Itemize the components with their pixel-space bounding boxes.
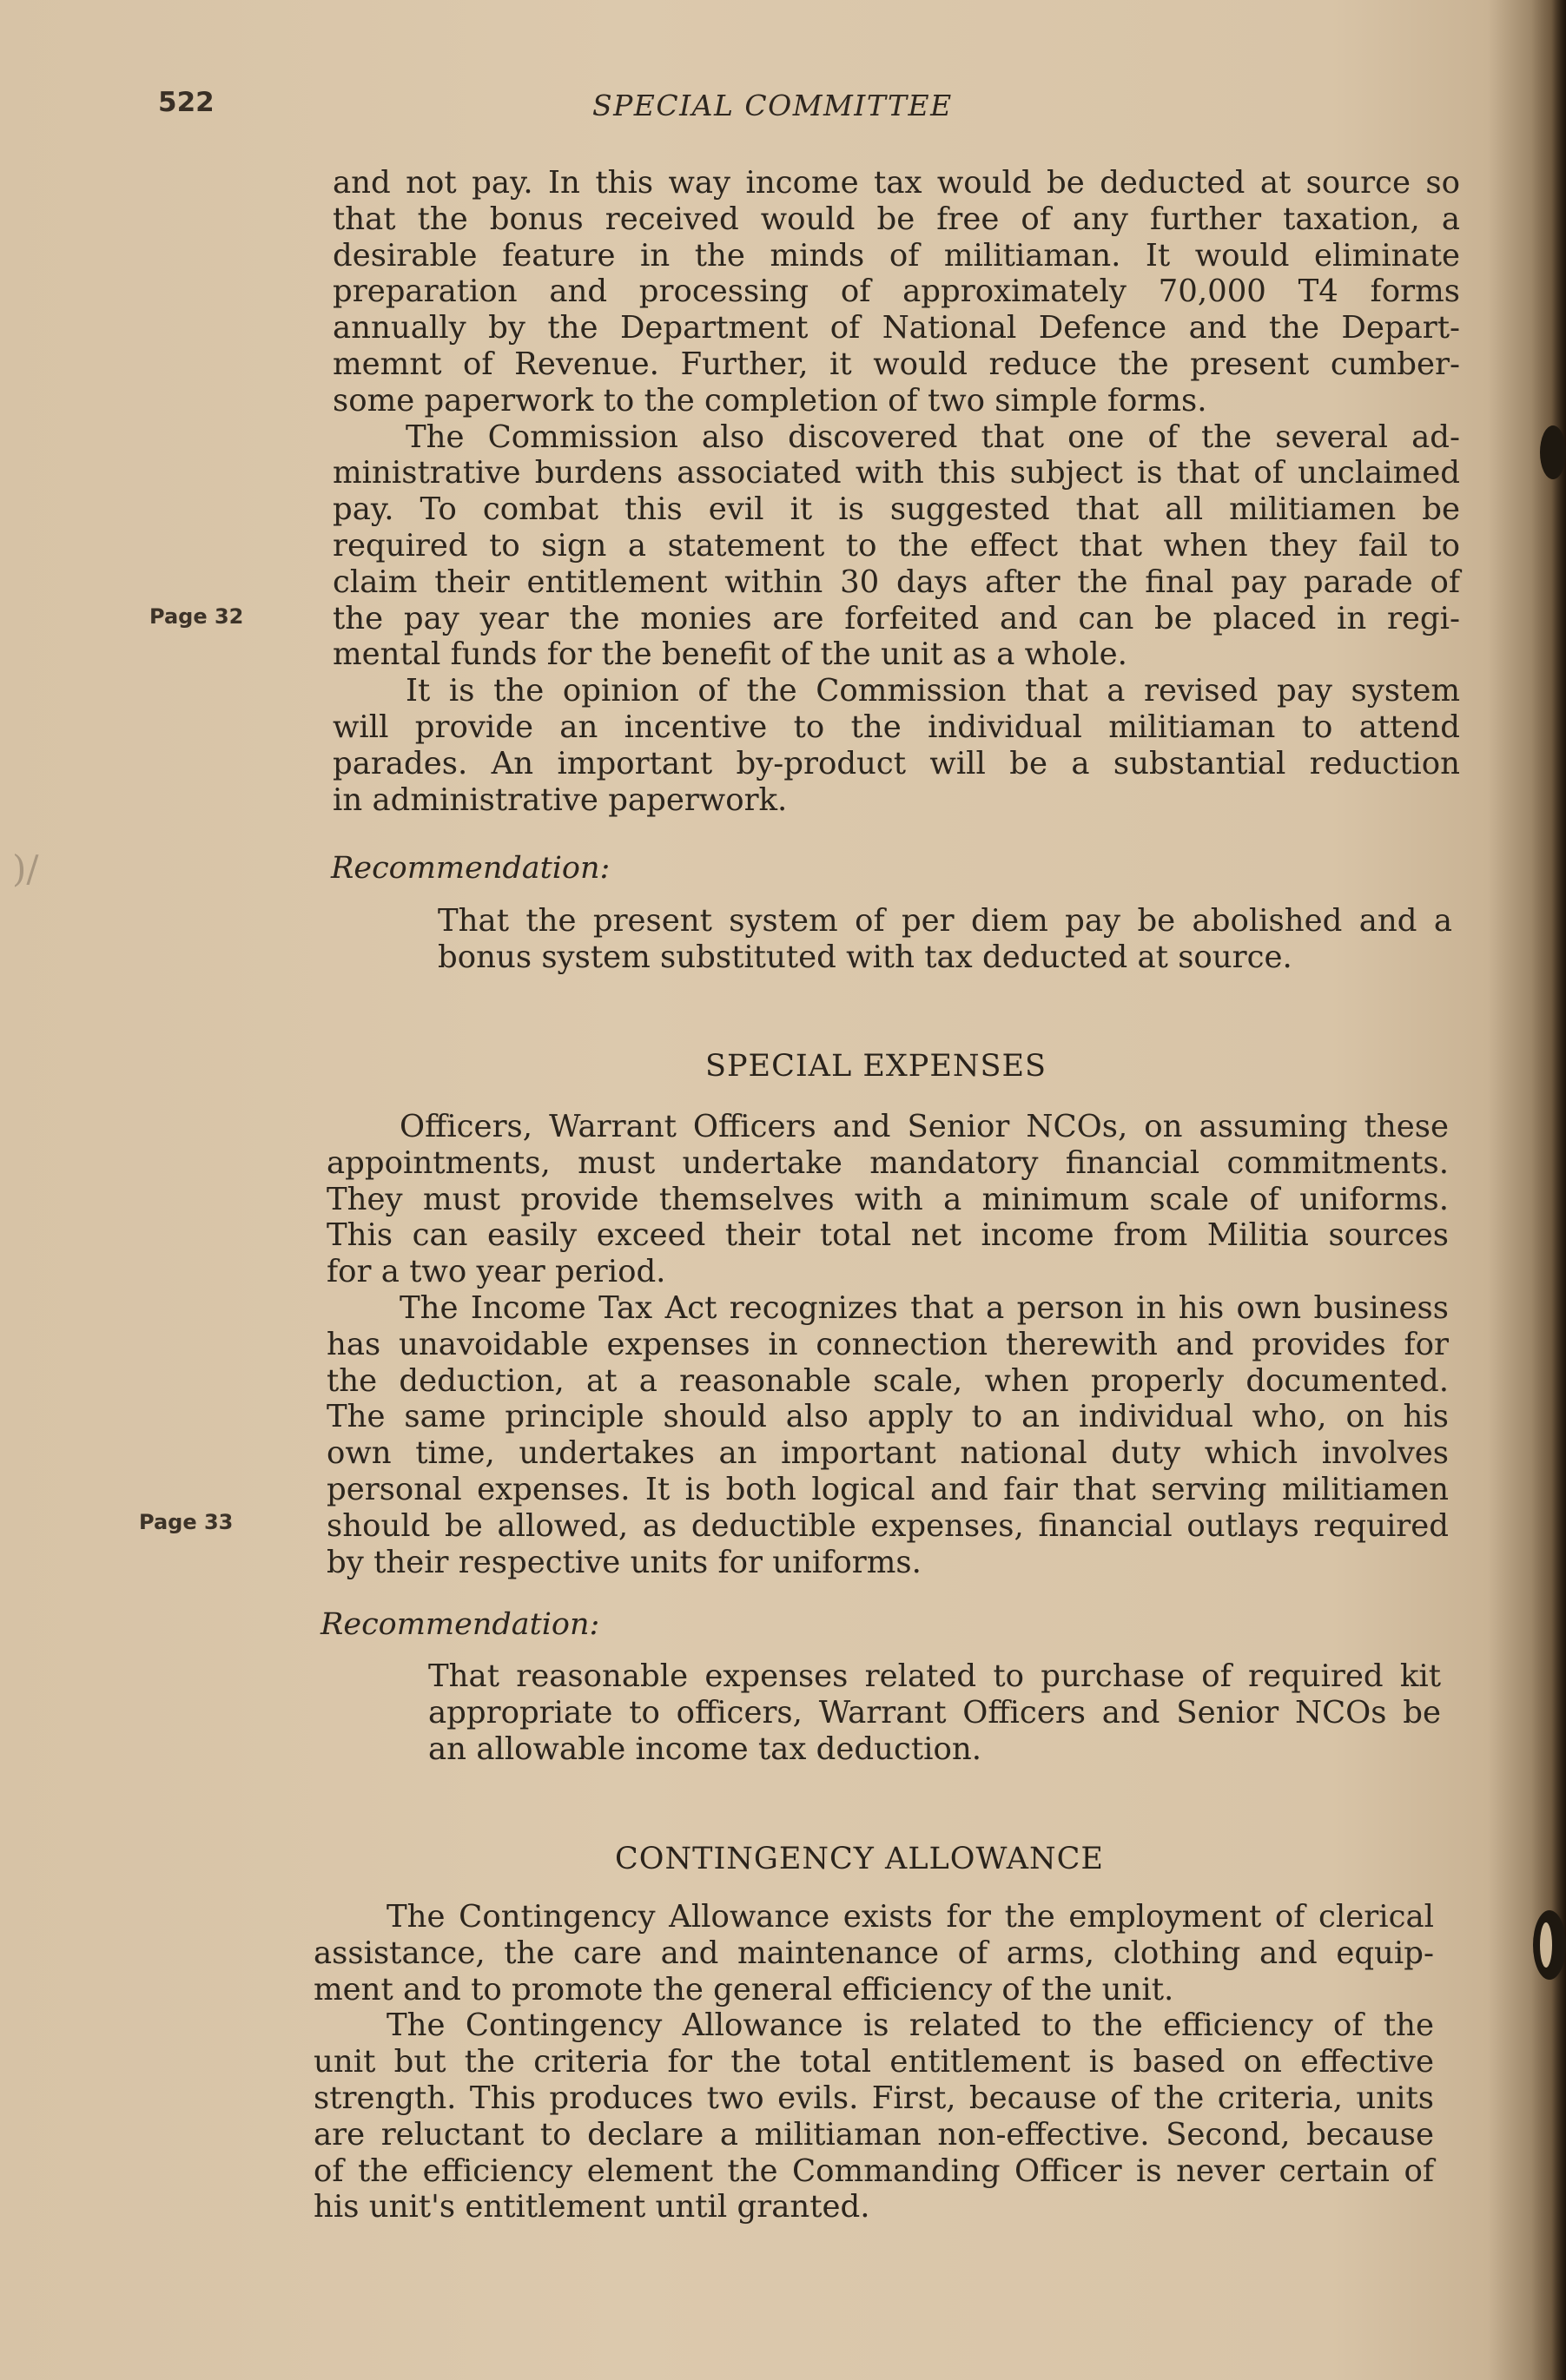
body-line: pay. To combat this evil it is suggested that all militiamen be: [333, 491, 1460, 528]
recommendation-label: Recommendation:: [320, 1607, 600, 1642]
pencil-mark: )/: [12, 847, 39, 890]
margin-note-page-32: Page 32: [149, 604, 244, 629]
body-line: They must provide themselves with a minimum scale of uniforms.: [327, 1181, 1449, 1217]
body-line: that the bonus received would be free of any further taxation, a: [333, 201, 1460, 237]
section2-body: [327, 1109, 1449, 1580]
body-line: The same principle should also apply to an individual who, on his: [327, 1399, 1449, 1435]
body-line: the pay year the monies are forfeited and can be placed in regi-: [333, 600, 1460, 636]
body-line: appointments, must undertake mandatory financial commitments.: [327, 1144, 1449, 1181]
body-line: own time, undertakes an important national duty which involves: [327, 1435, 1449, 1472]
section1-body: [333, 165, 1460, 818]
body-line: the deduction, at a reasonable scale, when properly documented.: [327, 1362, 1449, 1399]
body-line: has unavoidable expenses in connection therewith and provides for: [327, 1326, 1449, 1362]
running-head: SPECIAL COMMITTEE: [592, 89, 953, 122]
body-line: some paperwork to the completion of two simple forms.: [333, 382, 1207, 419]
body-line: The Contingency Allowance is related to the efficiency of the: [387, 2008, 1434, 2044]
body-line: should be allowed, as deductible expenses, financial outlays required: [327, 1507, 1449, 1544]
body-line: memnt of Revenue. Further, it would reduce the present cumber-: [333, 346, 1460, 382]
page-edge-shadow: [1531, 0, 1566, 2380]
body-line: by their respective units for uniforms.: [327, 1544, 922, 1580]
body-line: This can easily exceed their total net income from Militia sources: [327, 1217, 1449, 1254]
recommendation-label: Recommendation:: [331, 851, 611, 886]
body-line: ministrative burdens associated with this subject is that of unclaimed: [333, 455, 1460, 491]
binding-hole-bottom: [1533, 1910, 1566, 1980]
margin-note-page-33: Page 33: [139, 1510, 234, 1534]
body-line: The Commission also discovered that one of the several ad-: [406, 419, 1460, 455]
body-line: required to sign a statement to the effect that when they fail to: [333, 527, 1460, 564]
body-line: and not pay. In this way income tax would be deducted at source so: [333, 165, 1460, 201]
body-line: The Contingency Allowance exists for the employment of clerical: [387, 1899, 1434, 1935]
recommendation-text: [428, 1658, 1441, 1767]
body-line: annually by the Department of National Defence and the Depart-: [333, 310, 1460, 346]
body-line: strength. This produces two evils. First, because of the criteria, units: [314, 2080, 1434, 2116]
recommendation-line: bonus system substituted with tax deducted at source.: [438, 939, 1292, 975]
body-line: desirable feature in the minds of militiaman. It would eliminate: [333, 237, 1460, 274]
page-number: 522: [158, 87, 215, 118]
body-line: mental funds for the benefit of the unit as a whole.: [333, 636, 1127, 673]
section3-body: [314, 1899, 1434, 2225]
body-line: are reluctant to declare a militiaman non-effective. Second, because: [314, 2116, 1434, 2153]
body-line: Officers, Warrant Officers and Senior NCOs, on assuming these: [400, 1109, 1449, 1144]
recommendation-line: an allowable income tax deduction.: [428, 1731, 981, 1767]
body-line: of the efficiency element the Commanding Officer is never certain of: [314, 2153, 1434, 2189]
page-header: [158, 87, 1461, 130]
recommendation-line: That reasonable expenses related to purchase of required kit: [428, 1658, 1441, 1694]
body-line: parades. An important by-product will be a substantial reduction: [333, 745, 1460, 781]
body-line: personal expenses. It is both logical and fair that serving militiamen: [327, 1471, 1449, 1507]
body-line: ment and to promote the general efficiency of the unit.: [314, 1971, 1174, 2008]
recommendation-line: appropriate to officers, Warrant Officers and Senior NCOs be: [428, 1694, 1441, 1731]
body-line: unit but the criteria for the total entitlement is based on effective: [314, 2044, 1434, 2080]
binding-hole-top: [1540, 425, 1566, 479]
body-line: for a two year period.: [327, 1254, 666, 1290]
recommendation-line: That the present system of per diem pay be abolished and a: [438, 903, 1452, 939]
body-line: It is the opinion of the Commission that a revised pay system: [406, 673, 1460, 709]
section-heading-contingency-allowance: CONTINGENCY ALLOWANCE: [615, 1842, 1104, 1876]
body-line: The Income Tax Act recognizes that a person in his own business: [400, 1289, 1449, 1326]
body-line: claim their entitlement within 30 days after the final pay parade of: [333, 564, 1460, 600]
body-line: will provide an incentive to the individual militiaman to attend: [333, 709, 1460, 745]
body-line: preparation and processing of approximately 70,000 T4 forms: [333, 274, 1460, 310]
body-line: assistance, the care and maintenance of arms, clothing and equip-: [314, 1935, 1434, 1971]
recommendation-text: [438, 903, 1452, 976]
section-heading-special-expenses: SPECIAL EXPENSES: [705, 1049, 1047, 1084]
body-line: in administrative paperwork.: [333, 781, 788, 818]
body-line: his unit's entitlement until granted.: [314, 2189, 870, 2225]
